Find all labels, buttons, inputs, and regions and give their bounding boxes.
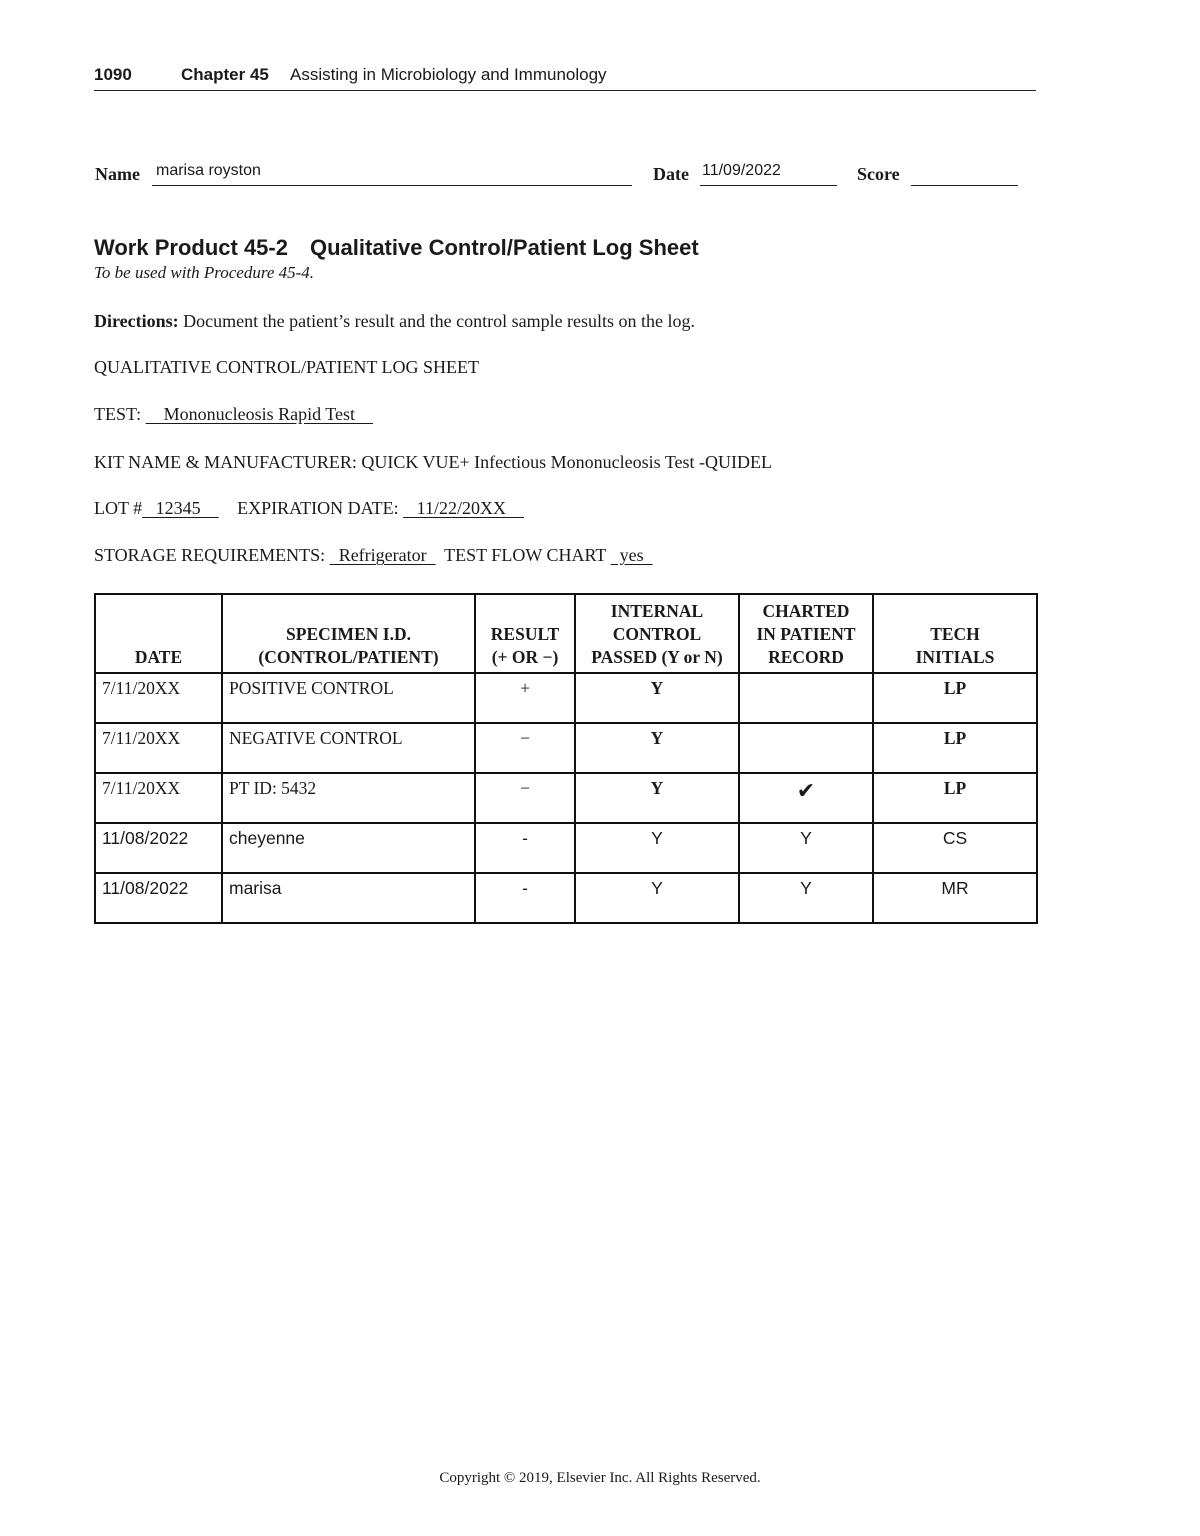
cell-passed[interactable]: Y [575, 773, 739, 823]
lot-value[interactable]: 12345 [142, 498, 219, 518]
cell-initials[interactable]: LP [873, 723, 1037, 773]
running-header [94, 64, 1036, 91]
col-header-tech-initials: TECH INITIALS [873, 594, 1037, 673]
table-row [95, 673, 1037, 723]
cell-specimen[interactable]: NEGATIVE CONTROL [222, 723, 475, 773]
date-label: Date [653, 164, 689, 184]
cell-result[interactable]: − [475, 723, 575, 773]
test-line [94, 404, 373, 425]
storage-label: STORAGE REQUIREMENTS: [94, 545, 326, 565]
cell-date[interactable]: 11/08/2022 [95, 823, 222, 873]
cell-result[interactable]: - [475, 823, 575, 873]
work-product-number: Work Product 45-2 [94, 235, 288, 260]
kit-label: KIT NAME & MANUFACTURER: [94, 452, 357, 472]
chapter-title: Assisting in Microbiology and Immunology [290, 65, 607, 84]
name-label: Name [95, 164, 140, 184]
cell-initials[interactable]: MR [873, 873, 1037, 923]
sheet-heading: QUALITATIVE CONTROL/PATIENT LOG SHEET [94, 357, 480, 377]
name-field[interactable] [152, 184, 632, 186]
cell-result[interactable]: - [475, 873, 575, 923]
flowchart-value[interactable]: yes [610, 545, 653, 565]
directions-label: Directions: [94, 311, 179, 331]
test-label: TEST: [94, 404, 142, 424]
cell-specimen[interactable]: marisa [222, 873, 475, 923]
cell-passed[interactable]: Y [575, 723, 739, 773]
table-row [95, 823, 1037, 873]
col-header-specimen: SPECIMEN I.D. (CONTROL/PATIENT) [222, 594, 475, 673]
cell-charted[interactable]: Y [739, 823, 873, 873]
cell-initials[interactable]: CS [873, 823, 1037, 873]
name-value: marisa royston [156, 162, 261, 179]
copyright-footer: Copyright © 2019, Elsevier Inc. All Rights Reserved. [439, 1470, 761, 1486]
cell-passed[interactable]: Y [575, 873, 739, 923]
score-label: Score [857, 164, 900, 184]
cell-specimen[interactable]: POSITIVE CONTROL [222, 673, 475, 723]
lot-label: LOT # [94, 498, 143, 518]
work-product-name: Qualitative Control/Patient Log Sheet [309, 235, 699, 260]
storage-line [94, 545, 653, 566]
test-value[interactable]: Mononucleosis Rapid Test [145, 404, 374, 424]
cell-initials[interactable]: LP [873, 673, 1037, 723]
cell-date[interactable]: 7/11/20XX [95, 773, 222, 823]
cell-initials[interactable]: LP [873, 773, 1037, 823]
date-field[interactable] [700, 184, 837, 186]
col-header-internal-control: INTERNAL CONTROL PASSED (Y or N) [575, 594, 739, 673]
cell-result[interactable]: − [475, 773, 575, 823]
work-product-subtitle: To be used with Procedure 45-4. [94, 263, 315, 282]
student-info-row [94, 164, 1036, 188]
cell-result[interactable]: + [475, 673, 575, 723]
kit-line [94, 452, 772, 473]
table-row [95, 773, 1037, 823]
cell-charted[interactable] [739, 723, 873, 773]
page-number: 1090 [94, 65, 132, 84]
table-row [95, 873, 1037, 923]
cell-date[interactable]: 11/08/2022 [95, 873, 222, 923]
date-value: 11/09/2022 [702, 162, 781, 179]
table-header-row [95, 594, 1037, 673]
cell-specimen[interactable]: cheyenne [222, 823, 475, 873]
cell-date[interactable]: 7/11/20XX [95, 673, 222, 723]
kit-value[interactable]: QUICK VUE+ Infectious Mononucleosis Test -QUIDEL [361, 452, 773, 472]
lot-line [94, 498, 524, 519]
flowchart-label: TEST FLOW CHART [444, 545, 607, 565]
chapter-label: Chapter 45 [181, 65, 269, 84]
col-header-result: RESULT (+ OR −) [475, 594, 575, 673]
col-header-date: DATE [95, 594, 222, 673]
cell-date[interactable]: 7/11/20XX [95, 723, 222, 773]
cell-charted[interactable] [739, 673, 873, 723]
cell-specimen[interactable]: PT ID: 5432 [222, 773, 475, 823]
cell-passed[interactable]: Y [575, 823, 739, 873]
score-field[interactable] [911, 184, 1018, 186]
directions-text: Document the patient’s result and the control sample results on the log. [183, 311, 696, 331]
col-header-charted: CHARTED IN PATIENT RECORD [739, 594, 873, 673]
table-row [95, 723, 1037, 773]
expiration-label: EXPIRATION DATE: [237, 498, 399, 518]
log-table [94, 593, 1038, 924]
work-product-title [94, 235, 699, 261]
directions [94, 311, 695, 332]
expiration-value[interactable]: 11/22/20XX [403, 498, 525, 518]
cell-charted[interactable]: Y [739, 873, 873, 923]
cell-passed[interactable]: Y [575, 673, 739, 723]
cell-charted-checkmark-icon[interactable]: ✔ [739, 773, 873, 823]
storage-value[interactable]: Refrigerator [329, 545, 436, 565]
